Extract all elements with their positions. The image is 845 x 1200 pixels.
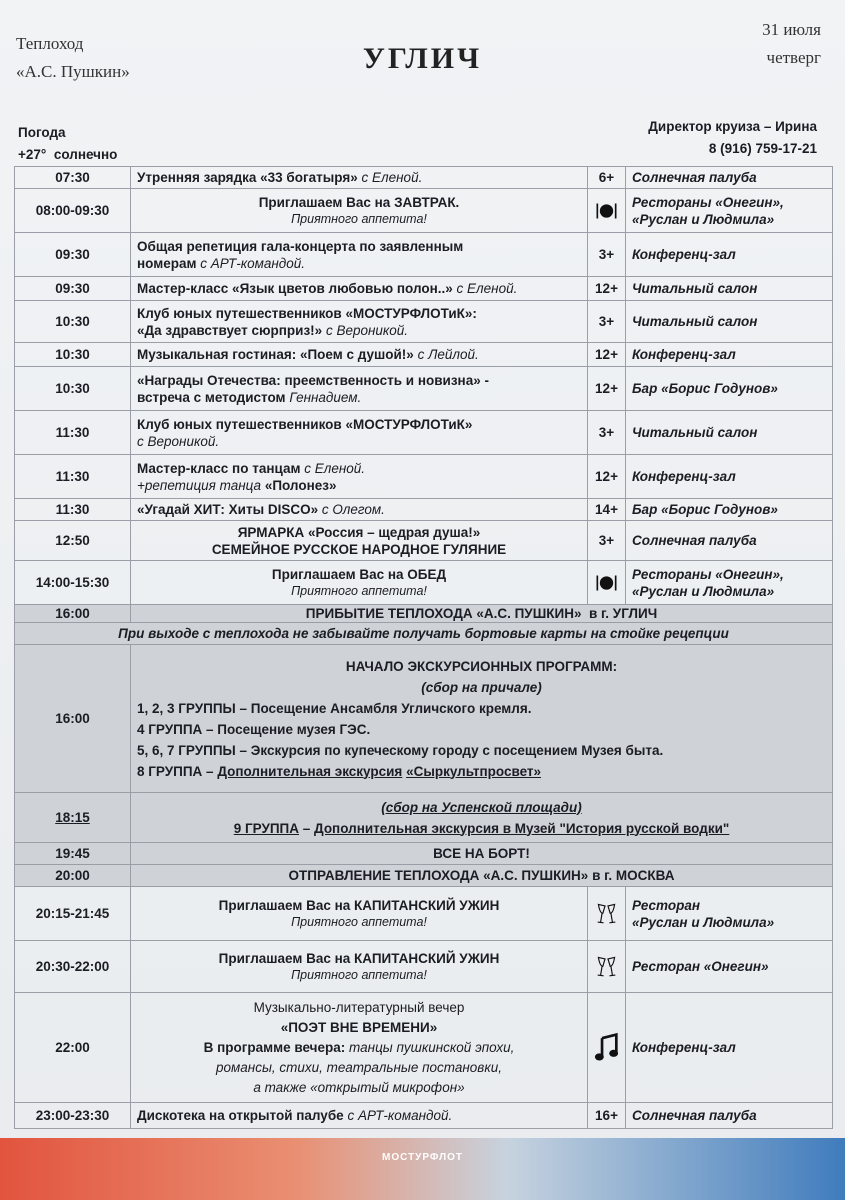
- age-rating: 3+: [588, 233, 626, 277]
- footer-band: [0, 1138, 845, 1200]
- event-text: Приглашаем Вас на КАПИТАНСКИЙ УЖИН Приятного аппетита!: [131, 941, 588, 993]
- event-text: Дискотека на открытой палубе с АРТ-командой.: [131, 1103, 588, 1129]
- event-time: 11:30: [15, 499, 131, 521]
- event-place: Бар «Борис Годунов»: [626, 499, 833, 521]
- table-row: [15, 941, 833, 993]
- table-row: [15, 411, 833, 455]
- event-time: 09:30: [15, 277, 131, 301]
- excursions-row: [15, 645, 833, 793]
- table-row: [15, 455, 833, 499]
- weekday: четверг: [766, 48, 821, 67]
- event-time: 10:30: [15, 367, 131, 411]
- weather-temp: +27°: [18, 147, 47, 162]
- table-row: [15, 233, 833, 277]
- director-phone: 8 (916) 759-17-21: [708, 141, 817, 156]
- age-rating: 12+: [588, 455, 626, 499]
- event-place: Конференц-зал: [626, 233, 833, 277]
- event-text: ЯРМАРКА «Россия – щедрая душа!» СЕМЕЙНОЕ РУССКОЕ НАРОДНОЕ ГУЛЯНИЕ: [131, 521, 588, 561]
- age-rating: 6+: [588, 167, 626, 189]
- table-row: [15, 301, 833, 343]
- arrival-row: [15, 605, 833, 623]
- date-block: [762, 16, 821, 72]
- event-time: 10:30: [15, 343, 131, 367]
- event-time: 14:00-15:30: [15, 561, 131, 605]
- event-time: 09:30: [15, 233, 131, 277]
- event-text: ВСЕ НА БОРТ!: [131, 843, 833, 865]
- event-text: Утренняя зарядка «33 богатыря» с Еленой.: [131, 167, 588, 189]
- table-row: [15, 167, 833, 189]
- event-place: Рестораны «Онегин», «Руслан и Людмила»: [626, 189, 833, 233]
- event-place: Конференц-зал: [626, 993, 833, 1103]
- age-rating: 12+: [588, 277, 626, 301]
- ship-label: Теплоход: [16, 34, 84, 53]
- champagne-glasses-icon: [588, 941, 626, 993]
- departure-row: [15, 865, 833, 887]
- event-place: Конференц-зал: [626, 455, 833, 499]
- age-rating: 14+: [588, 499, 626, 521]
- champagne-glasses-icon: [588, 887, 626, 941]
- event-text: Приглашаем Вас на КАПИТАНСКИЙ УЖИН Приятного аппетита!: [131, 887, 588, 941]
- age-rating: 3+: [588, 521, 626, 561]
- weather-value: [18, 144, 117, 166]
- group9-row: [15, 793, 833, 843]
- event-time: 18:15: [15, 793, 131, 843]
- event-text: Клуб юных путешественников «МОСТУРФЛОТиК»: «Да здравствует сюрприз!» с Вероникой.: [131, 301, 588, 343]
- age-rating: 3+: [588, 411, 626, 455]
- event-text: ОТПРАВЛЕНИЕ ТЕПЛОХОДА «А.С. ПУШКИН» в г. МОСКВА: [131, 865, 833, 887]
- event-place: Читальный салон: [626, 301, 833, 343]
- music-note-icon: [588, 993, 626, 1103]
- event-time: 20:15-21:45: [15, 887, 131, 941]
- table-row: [15, 343, 833, 367]
- table-row: [15, 277, 833, 301]
- event-time: 07:30: [15, 167, 131, 189]
- age-rating: 3+: [588, 301, 626, 343]
- event-time: 12:50: [15, 521, 131, 561]
- event-place: Читальный салон: [626, 277, 833, 301]
- table-row: [15, 367, 833, 411]
- group9-text: (сбор на Успенской площади) 9 ГРУППА – Дополнительная экскурсия в Музей "История русской водки": [131, 793, 833, 843]
- event-text: Мастер-класс «Язык цветов любовью полон..» с Еленой.: [131, 277, 588, 301]
- event-text: «Награды Отечества: преемственность и новизна» - встреча с методистом Геннадием.: [131, 367, 588, 411]
- event-place: Ресторан «Руслан и Людмила»: [626, 887, 833, 941]
- date: 31 июля: [762, 20, 821, 39]
- event-text: Общая репетиция гала-концерта по заявленным номерам с АРТ-командой.: [131, 233, 588, 277]
- event-time: 11:30: [15, 455, 131, 499]
- weather-label: Погода: [18, 125, 66, 140]
- table-row: [15, 887, 833, 941]
- table-row: [15, 993, 833, 1103]
- event-text: Приглашаем Вас на ОБЕД Приятного аппетита!: [131, 561, 588, 605]
- weather-state: солнечно: [53, 147, 118, 162]
- boarding-row: [15, 843, 833, 865]
- event-text: «Угадай ХИТ: Хиты DISCO» с Олегом.: [131, 499, 588, 521]
- director: Директор круиза – Ирина: [648, 119, 817, 134]
- table-row: [15, 499, 833, 521]
- event-time: 16:00: [15, 645, 131, 793]
- footer-logo: МОСТУРФЛОТ: [381, 1152, 463, 1163]
- event-text: Клуб юных путешественников «МОСТУРФЛОТиК» с Вероникой.: [131, 411, 588, 455]
- event-time: 23:00-23:30: [15, 1103, 131, 1129]
- event-time: 19:45: [15, 843, 131, 865]
- event-time: 10:30: [15, 301, 131, 343]
- age-rating: 16+: [588, 1103, 626, 1129]
- event-time: 20:30-22:00: [15, 941, 131, 993]
- event-text: Музыкальная гостиная: «Поем с душой!» с Лейлой.: [131, 343, 588, 367]
- page-title: УГЛИЧ: [362, 42, 483, 75]
- plate-icon: [588, 189, 626, 233]
- event-text: Музыкально-литературный вечер «ПОЭТ ВНЕ ВРЕМЕНИ» В программе вечера: танцы пушкинской эпохи, романсы, стихи, театральные постановки, а также «открытый микрофон»: [131, 993, 588, 1103]
- event-time: 20:00: [15, 865, 131, 887]
- event-time: 08:00-09:30: [15, 189, 131, 233]
- excursions-text: НАЧАЛО ЭКСКУРСИОННЫХ ПРОГРАММ: (сбор на причале) 1, 2, 3 ГРУППЫ – Посещение Ансамбля Угличского кремля. 4 ГРУППА – Посещение музея ГЭС. 5, 6, 7 ГРУППЫ – Экскурсия по купеческому городу с посещением Музея быта. 8 ГРУППА – Дополнительная экскурсия «Сыркультпросвет»: [131, 645, 833, 793]
- event-text: Приглашаем Вас на ЗАВТРАК. Приятного аппетита!: [131, 189, 588, 233]
- arrival-note-row: [15, 623, 833, 645]
- event-place: Солнечная палуба: [626, 167, 833, 189]
- event-place: Бар «Борис Годунов»: [626, 367, 833, 411]
- event-place: Ресторан «Онегин»: [626, 941, 833, 993]
- table-row: [15, 521, 833, 561]
- event-place: Солнечная палуба: [626, 521, 833, 561]
- age-rating: 12+: [588, 343, 626, 367]
- event-text: ПРИБЫТИЕ ТЕПЛОХОДА «А.С. ПУШКИН» в г. УГЛИЧ: [131, 605, 833, 623]
- event-text: Мастер-класс по танцам с Еленой. +репетиция танца «Полонез»: [131, 455, 588, 499]
- table-row: [15, 1103, 833, 1129]
- event-place: Рестораны «Онегин», «Руслан и Людмила»: [626, 561, 833, 605]
- arrival-note: При выходе с теплохода не забывайте получать бортовые карты на стойке рецепции: [15, 623, 833, 645]
- director-block: [648, 116, 817, 160]
- event-place: Читальный салон: [626, 411, 833, 455]
- ship-title: «А.С. Пушкин»: [16, 62, 130, 81]
- event-time: 11:30: [15, 411, 131, 455]
- event-place: Конференц-зал: [626, 343, 833, 367]
- schedule-table: [14, 166, 833, 1129]
- event-place: Солнечная палуба: [626, 1103, 833, 1129]
- plate-icon: [588, 561, 626, 605]
- table-row: [15, 189, 833, 233]
- event-time: 16:00: [15, 605, 131, 623]
- age-rating: 12+: [588, 367, 626, 411]
- table-row: [15, 561, 833, 605]
- event-time: 22:00: [15, 993, 131, 1103]
- weather-block: [18, 122, 117, 166]
